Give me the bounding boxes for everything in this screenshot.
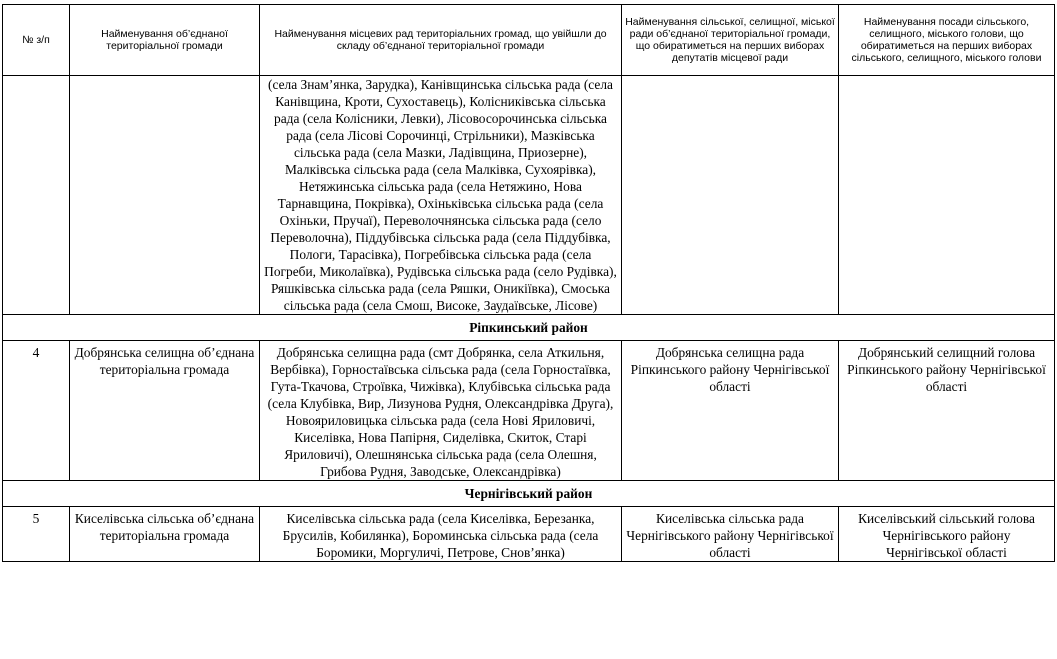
community-text: Добрянська селищна об’єднана територіальна громада <box>74 345 255 377</box>
cell-head-position <box>839 507 1055 562</box>
head-text: Добрянський селищний голова Ріпкинського району Чернігівської області <box>847 345 1046 394</box>
council-text: Добрянська селищна рада Ріпкинського району Чернігівської області <box>630 345 830 394</box>
header-number: № з/п <box>3 5 70 76</box>
cell-number: 5 <box>3 507 70 562</box>
region-row <box>3 481 1055 507</box>
table-row <box>3 76 1055 315</box>
councils-text: Добрянська селищна рада (смт Добрянка, села Аткильня, Вербівка), Горностаївська сільська рада (села Горностаївка, Гута-Ткачова, Строївка, Чижівка), Клубівська сільська рада (села Клубівка, Вир, Лизунова Рудня, Олександрівка Друга), Новояриловицька сільська рада (села Нові Яриловичі, Киселівка, Нова Папірня, Сиделівка, Скиток, Старі Яриловичі), Олешнянська сільська рада (села Олешня, Грибова Рудня, Заводське, Олександрівка) <box>267 345 614 479</box>
table-header-row <box>3 5 1055 76</box>
header-council-elected: Найменування сільської, селищної, міської ради об’єднаної територіальної громади, що обиратиметься на перших виборах депутатів місцевої ради <box>622 5 839 76</box>
cell-councils <box>260 76 622 315</box>
councils-table <box>2 4 1055 562</box>
councils-text: (села Знам’янка, Зарудка), Канівщинська сільська рада (села Канівщина, Кроти, Сухоставець), Колісниківська сільська рада (села Колісники, Левки), Лісовосорочинська сільська рада (села Лісові Сорочинці, Стрільники), Мазківська сільська рада (села Мазки, Ладівщина, Приозерне), Малківська сільська рада (села Малківка, Сухоярівка), Нетяжинська сільська рада (села Нетяжино, Нова Тарнавщина, Покрівка), Охіньківська сільська рада (села Охіньки, Пручаї), Переволочнянська сільська рада (село Переволочна), Піддубівська сільська рада (села Піддубівка, Пологи, Тарасівка), Погребівська сільська рада (села Погреби, Миколаївка), Рудівська сільська рада (село Рудівка), Ряшківська сільська рада (села Ряшки, Оникіївка), Смоська сільська рада (села Смош, Високе, Заудаївське, Лісове) <box>264 77 617 313</box>
community-text: Киселівська сільська об’єднана територіальна громада <box>74 511 255 543</box>
cell-head-position <box>839 341 1055 481</box>
cell-number: 4 <box>3 341 70 481</box>
cell-number <box>3 76 70 315</box>
cell-community <box>70 507 260 562</box>
table-row <box>3 507 1055 562</box>
header-community: Найменування об’єднаної територіальної громади <box>70 5 260 76</box>
region-chernihiv: Чернігівський район <box>3 481 1055 507</box>
table-row <box>3 341 1055 481</box>
cell-councils <box>260 507 622 562</box>
head-text: Киселівський сільський голова Чернігівського району Чернігівської області <box>858 511 1035 560</box>
region-row <box>3 315 1055 341</box>
cell-head-position <box>839 76 1055 315</box>
cell-community <box>70 76 260 315</box>
councils-text: Киселівська сільська рада (села Киселівка, Березанка, Брусилів, Кобилянка), Бороминська сільська рада (села Боромики, Моргуличі, Петрове, Снов’янка) <box>282 511 599 560</box>
cell-councils <box>260 341 622 481</box>
cell-council-elected <box>622 341 839 481</box>
cell-council-elected <box>622 76 839 315</box>
region-ripky: Ріпкинський район <box>3 315 1055 341</box>
council-text: Киселівська сільська рада Чернігівського району Чернігівської області <box>626 511 834 560</box>
cell-community <box>70 341 260 481</box>
header-councils: Найменування місцевих рад територіальних громад, що увійшли до складу об’єднаної територіальної громади <box>260 5 622 76</box>
cell-council-elected <box>622 507 839 562</box>
header-head-position: Найменування посади сільського, селищного, міського голови, що обиратиметься на перших виборах сільського, селищного, міського голови <box>839 5 1055 76</box>
